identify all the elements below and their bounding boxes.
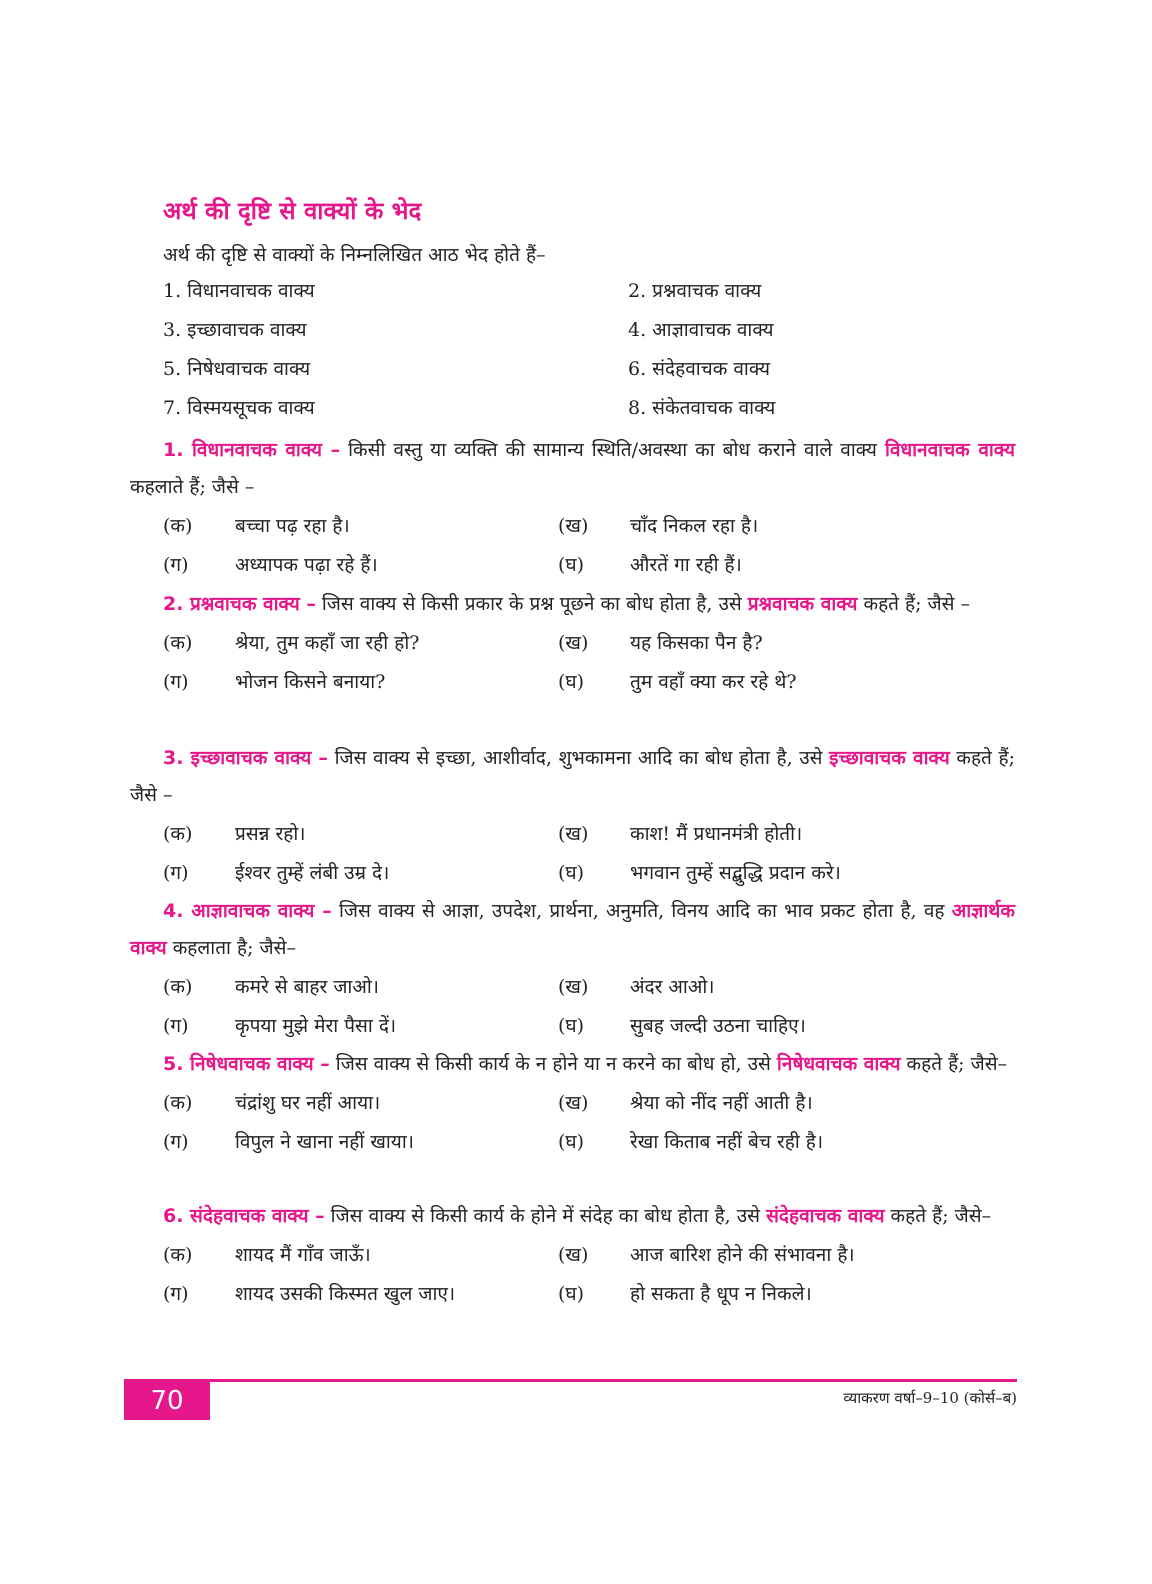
examples (163, 975, 1015, 1038)
definition (130, 432, 1015, 506)
definition-term: प्रश्नवाचक वाक्य (747, 593, 858, 615)
section-4 (130, 893, 1015, 1038)
example-text: आज बारिश होने की संभावना है। (630, 1244, 855, 1266)
example-label: (ग) (163, 671, 189, 693)
type-item: 7. विस्मयसूचक वाक्य (163, 397, 315, 419)
example-text: औरतें गा रही हैं। (630, 554, 742, 576)
section-6 (130, 1198, 1015, 1306)
example-label: (ग) (163, 1283, 189, 1305)
example-text: अध्यापक पढ़ा रहे हैं। (235, 554, 378, 576)
examples (163, 631, 1015, 694)
example-text: अंदर आओ। (630, 976, 715, 998)
example-text: भगवान तुम्हें सद्बुद्धि प्रदान करे। (630, 862, 841, 884)
type-item: 2. प्रश्नवाचक वाक्य (628, 280, 762, 302)
example-text: यह किसका पैन है? (630, 632, 763, 654)
page-number: 70 (124, 1382, 210, 1420)
example-label: (क) (163, 823, 193, 845)
definition (130, 740, 1015, 814)
example-label: (क) (163, 632, 193, 654)
example-label: (घ) (558, 671, 585, 693)
section-heading: अर्थ की दृष्टि से वाक्यों के भेद (163, 197, 422, 225)
definition-text: जिस वाक्य से इच्छा, आशीर्वाद, शुभकामना आदि का बोध होता है, उसे (327, 747, 830, 769)
example-text: श्रेया को नींद नहीं आती है। (630, 1092, 813, 1114)
example-text: बच्चा पढ़ रहा है। (235, 515, 350, 537)
type-item: 1. विधानवाचक वाक्य (163, 280, 315, 302)
section-2 (130, 586, 1015, 694)
example-label: (घ) (558, 554, 585, 576)
example-text: शायद मैं गाँव जाऊँ। (235, 1244, 371, 1266)
example-text: ईश्वर तुम्हें लंबी उम्र दे। (235, 862, 390, 884)
example-text: तुम वहाँ क्या कर रहे थे? (630, 671, 797, 693)
definition-text: जिस वाक्य से किसी प्रकार के प्रश्न पूछने का बोध होता है, उसे (315, 593, 748, 615)
definition-term: इच्छावाचक वाक्य (829, 747, 950, 769)
definition-text: किसी वस्तु या व्यक्ति की सामान्य स्थिति/अवस्था का बोध कराने वाले वाक्य (340, 439, 885, 461)
example-label: (ग) (163, 1131, 189, 1153)
definition-text: कहते हैं; जैसे– (884, 1205, 992, 1227)
definition-heading: 2. प्रश्नवाचक वाक्य – (163, 593, 316, 615)
examples (163, 1243, 1015, 1306)
type-item: 3. इच्छावाचक वाक्य (163, 319, 307, 341)
example-label: (घ) (558, 1015, 585, 1037)
example-text: चंद्रांशु घर नहीं आया। (235, 1092, 381, 1114)
example-text: विपुल ने खाना नहीं खाया। (235, 1131, 414, 1153)
example-text: शायद उसकी किस्मत खुल जाए। (235, 1283, 456, 1305)
definition-heading: 1. विधानवाचक वाक्य – (163, 439, 341, 461)
example-label: (ग) (163, 1015, 189, 1037)
definition (130, 586, 1015, 623)
definition-text: कहते हैं; जैसे – (130, 747, 1015, 806)
example-text: हो सकता है धूप न निकले। (630, 1283, 812, 1305)
example-label: (घ) (558, 862, 585, 884)
footer-divider (124, 1379, 1017, 1382)
definition (130, 1198, 1015, 1235)
book-title: व्याकरण वर्षा–9–10 (कोर्स–ब) (843, 1389, 1017, 1407)
example-label: (ख) (558, 1092, 589, 1114)
definition-term: विधानवाचक वाक्य (884, 439, 1015, 461)
definition-text: जिस वाक्य से किसी कार्य के होने में संदेह का बोध होता है, उसे (324, 1205, 767, 1227)
example-label: (क) (163, 1092, 193, 1114)
definition-term: निषेधवाचक वाक्य (776, 1053, 901, 1075)
example-label: (घ) (558, 1131, 585, 1153)
example-label: (घ) (558, 1283, 585, 1305)
example-label: (ख) (558, 823, 589, 845)
definition-text: कहते हैं; जैसे– (900, 1053, 1008, 1075)
definition (130, 1046, 1015, 1083)
example-text: चाँद निकल रहा है। (630, 515, 759, 537)
type-item: 8. संकेतवाचक वाक्य (628, 397, 776, 419)
example-label: (ग) (163, 862, 189, 884)
definition-heading: 3. इच्छावाचक वाक्य – (163, 747, 328, 769)
example-label: (क) (163, 1244, 193, 1266)
example-label: (क) (163, 976, 193, 998)
example-text: सुबह जल्दी उठना चाहिए। (630, 1015, 806, 1037)
examples (163, 1091, 1015, 1154)
example-label: (ख) (558, 515, 589, 537)
type-item: 4. आज्ञावाचक वाक्य (628, 319, 774, 341)
example-text: प्रसन्न रहो। (235, 823, 306, 845)
definition-term: आज्ञार्थक वाक्य (130, 900, 1015, 959)
example-text: रेखा किताब नहीं बेच रही है। (630, 1131, 824, 1153)
examples (163, 514, 1015, 577)
example-text: भोजन किसने बनाया? (235, 671, 386, 693)
type-item: 6. संदेहवाचक वाक्य (628, 358, 771, 380)
example-text: काश! मैं प्रधानमंत्री होती। (630, 823, 803, 845)
definition-heading: 6. संदेहवाचक वाक्य – (163, 1205, 325, 1227)
example-label: (क) (163, 515, 193, 537)
definition-heading: 5. निषेधवाचक वाक्य – (163, 1053, 330, 1075)
definition-text: कहलाते हैं; जैसे – (130, 476, 255, 498)
example-label: (ख) (558, 1244, 589, 1266)
definition-term: संदेहवाचक वाक्य (766, 1205, 885, 1227)
section-1 (130, 432, 1015, 577)
section-5 (130, 1046, 1015, 1154)
type-item: 5. निषेधवाचक वाक्य (163, 358, 311, 380)
definition-text: जिस वाक्य से किसी कार्य के न होने या न करने का बोध हो, उसे (329, 1053, 777, 1075)
definition-text: कहलाता है; जैसे– (166, 937, 296, 959)
example-label: (ख) (558, 976, 589, 998)
sentence-types-list (163, 279, 863, 420)
example-text: कमरे से बाहर जाओ। (235, 976, 379, 998)
intro-text: अर्थ की दृष्टि से वाक्यों के निम्नलिखित आठ भेद होते हैं– (163, 244, 546, 266)
examples (163, 822, 1015, 885)
definition (130, 893, 1015, 967)
definition-text: जिस वाक्य से आज्ञा, उपदेश, प्रार्थना, अनुमति, विनय आदि का भाव प्रकट होता है, वह (331, 900, 952, 922)
example-text: कृपया मुझे मेरा पैसा दें। (235, 1015, 397, 1037)
example-label: (ग) (163, 554, 189, 576)
definition-text: कहते हैं; जैसे – (857, 593, 971, 615)
section-3 (130, 740, 1015, 885)
example-text: श्रेया, तुम कहाँ जा रही हो? (235, 632, 420, 654)
example-label: (ख) (558, 632, 589, 654)
definition-heading: 4. आज्ञावाचक वाक्य – (163, 900, 332, 922)
